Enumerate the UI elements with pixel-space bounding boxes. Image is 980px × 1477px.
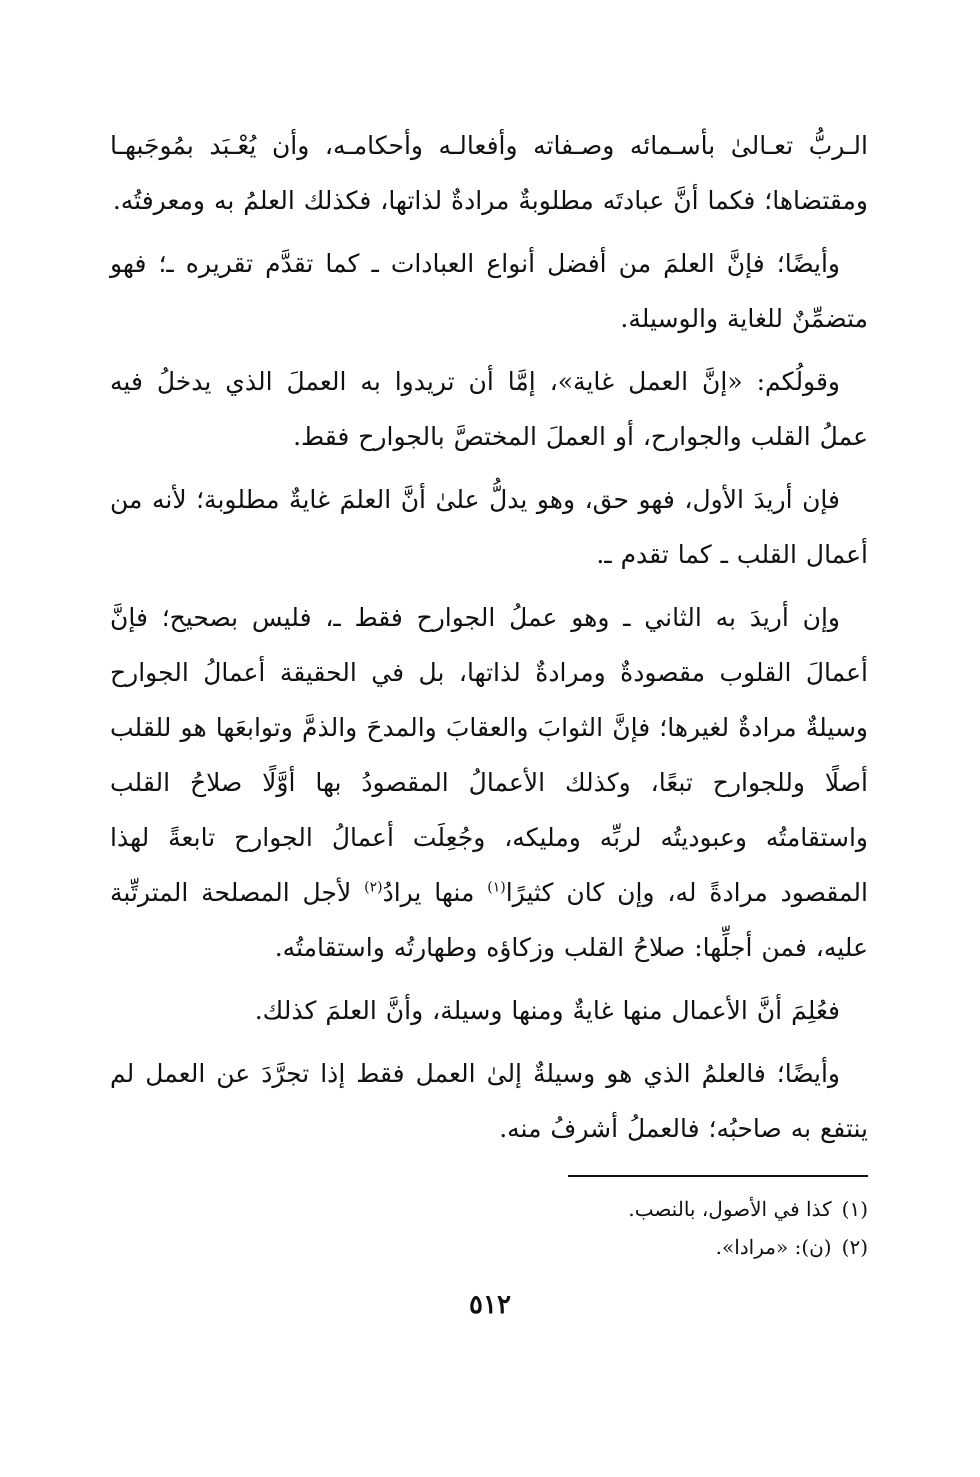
footnote-1 (268, 1190, 868, 1228)
footnotes (268, 1190, 868, 1266)
paragraph-4 (110, 472, 868, 582)
main-text (110, 118, 868, 1156)
page-number: ٥١٢ (469, 1290, 511, 1320)
footnote-reference: (١) (487, 879, 506, 896)
paragraph-text: وقولُكم: «إنَّ العمل غاية»، إمَّا أن تريدوا به العملَ الذي يدخلُ فيه عملُ القلب والجوارح، أو العملَ المختصَّ بالجوارح فقط. (110, 367, 868, 451)
paragraph-text: الـربُّ تعـالىٰ بأسـمائه وصـفاته وأفعالـه وأحكامـه، وأن يُعْـبَد بمُوجَبهـا ومقتضاها؛ فكما أنَّ عبادتَه مطلوبةٌ مرادةٌ لذاتها، فكذلك العلمُ به ومعرفتُه. (110, 131, 868, 215)
paragraph-5 (110, 590, 868, 975)
paragraph-6 (110, 983, 868, 1038)
paragraph-text: فعُلِمَ أنَّ الأعمال منها غايةٌ ومنها وسيلة، وأنَّ العلمَ كذلك. (254, 996, 840, 1025)
paragraph-text: لأجل المصلحة المترتِّبة عليه، فمن أجلِّها: صلاحُ القلب وزكاؤه وطهارتُه واستقامتُه. (110, 878, 868, 962)
paragraph-text: وأيضًا؛ فإنَّ العلمَ من أفضل أنواع العبادات ـ كما تقدَّم تقريره ـ؛ فهو متضمِّنٌ للغاية والوسيلة. (110, 249, 868, 333)
paragraph-text: وإن أريدَ به الثاني ـ وهو عملُ الجوارح فقط ـ، فليس بصحيح؛ فإنَّ أعمالَ القلوب مقصودةٌ ومرادةٌ لذاتها، بل في الحقيقة أعمالُ الجوارح وسيلةٌ مرادةٌ لغيرها؛ فإنَّ الثوابَ والعقابَ والمدحَ والذمَّ وتوابعَها هو للقلب أصلًا وللجوارح تبعًا، وكذلك الأعمالُ المقصودُ بها أوَّلًا صلاحُ القلب واستقامتُه وعبوديتُه لربِّه ومليكه، وجُعِلَت أعمالُ الجوارح تابعةً لهذا المقصود مرادةً له، وإن كان كثيرًا (110, 603, 868, 907)
footnote-text: (ن): «مرادا». (715, 1235, 832, 1259)
footnote-number: (١) (841, 1197, 868, 1221)
paragraph-text: وأيضًا؛ فالعلمُ الذي هو وسيلةٌ إلىٰ العمل فقط إذا تجرَّدَ عن العمل لم ينتفع به صاحبُه؛ فالعملُ أشرفُ منه. (110, 1059, 868, 1143)
footnote-divider (568, 1175, 868, 1177)
paragraph-1 (110, 118, 868, 228)
paragraph-2 (110, 236, 868, 346)
footnote-2 (268, 1228, 868, 1266)
footnote-text: كذا في الأصول، بالنصب. (628, 1197, 832, 1221)
paragraph-text: فإن أريدَ الأول، فهو حق، وهو يدلُّ علىٰ أنَّ العلمَ غايةٌ مطلوبة؛ لأنه من أعمال القلب ـ كما تقدم ـ. (110, 485, 868, 569)
footnote-number: (٢) (841, 1235, 868, 1259)
paragraph-3 (110, 354, 868, 464)
paragraph-7 (110, 1046, 868, 1156)
footnote-reference: (٢) (364, 879, 383, 896)
paragraph-text: منها يرادُ (382, 878, 488, 907)
